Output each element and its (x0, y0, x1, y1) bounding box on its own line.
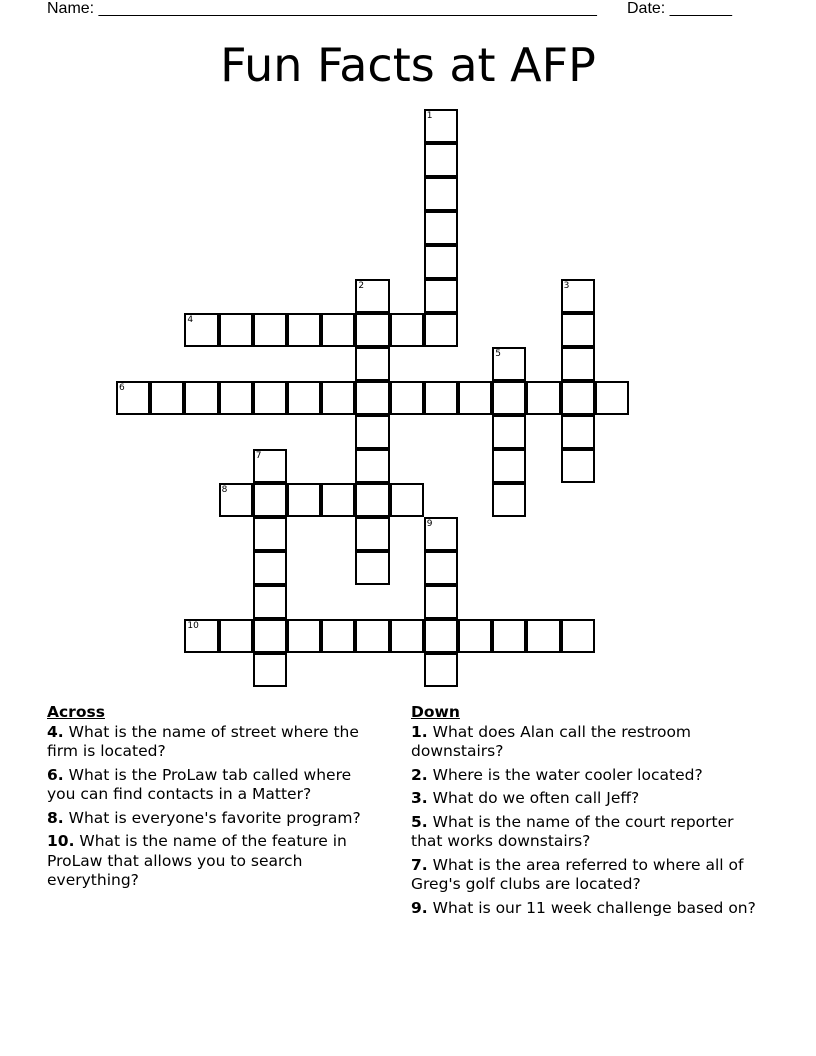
grid-cell[interactable] (219, 313, 253, 347)
clue-number-label: 2 (358, 281, 365, 291)
grid-cell[interactable] (458, 381, 492, 415)
grid-cell[interactable] (561, 313, 595, 347)
grid-cell[interactable] (355, 381, 389, 415)
down-clue (411, 813, 756, 852)
clue-number-label: 6 (119, 383, 125, 393)
grid-cell[interactable] (355, 483, 389, 517)
grid-cell[interactable] (355, 449, 389, 483)
grid-cell[interactable] (424, 619, 458, 653)
grid-cell[interactable] (253, 585, 287, 619)
clue-number: 10. (47, 832, 75, 850)
grid-cell[interactable] (424, 109, 458, 143)
clue-number: 9. (411, 898, 428, 917)
clue-number: 5. (411, 812, 428, 831)
clue-number-label: 4 (187, 315, 194, 325)
date-field[interactable]: Date: _______ (627, 0, 732, 17)
grid-cell[interactable] (253, 517, 287, 551)
clue-number-label: 10 (187, 621, 199, 631)
clue-text: What is the ProLaw tab called where you can find contacts in a Matter? (47, 765, 352, 803)
down-clue (411, 856, 756, 895)
clue-text: What does Alan call the restroom downstairs? (411, 722, 692, 760)
grid-cell[interactable] (492, 347, 526, 381)
clue-number: 7. (411, 855, 428, 874)
across-clues (47, 703, 377, 895)
grid-cell[interactable] (321, 619, 355, 653)
clue-text: What is the name of the court reporter that works downstairs? (411, 812, 734, 850)
across-clue (47, 766, 377, 805)
down-clue (411, 766, 756, 786)
clue-number-label: 7 (255, 451, 262, 461)
grid-cell[interactable] (287, 619, 321, 653)
clue-text: What is everyone's favorite program? (63, 808, 361, 827)
grid-cell[interactable] (184, 313, 218, 347)
grid-cell[interactable] (561, 415, 595, 449)
clue-number-label: 8 (221, 485, 228, 495)
name-field[interactable]: Name: ________________________________________________________ (47, 0, 597, 17)
clue-number-label: 1 (426, 111, 433, 121)
grid-cell[interactable] (492, 381, 526, 415)
grid-cell[interactable] (355, 619, 389, 653)
grid-cell[interactable] (287, 483, 321, 517)
grid-cell[interactable] (424, 585, 458, 619)
grid-cell[interactable] (253, 449, 287, 483)
clue-number: 2. (411, 765, 428, 784)
grid-cell[interactable] (390, 313, 424, 347)
clue-number-label: 3 (563, 281, 570, 291)
grid-cell[interactable] (424, 211, 458, 245)
grid-cell[interactable] (561, 279, 595, 313)
grid-cell[interactable] (253, 313, 287, 347)
grid-cell[interactable] (492, 483, 526, 517)
across-clue (47, 809, 377, 829)
clue-number-label: 5 (495, 349, 501, 359)
grid-cell[interactable] (355, 279, 389, 313)
clue-number: 3. (411, 789, 428, 807)
grid-cell[interactable] (219, 483, 253, 517)
grid-cell[interactable] (219, 619, 253, 653)
grid-cell[interactable] (219, 381, 253, 415)
grid-cell[interactable] (390, 381, 424, 415)
grid-cell[interactable] (287, 381, 321, 415)
grid-cell[interactable] (355, 313, 389, 347)
clue-text: What is our 11 week challenge based on? (427, 898, 756, 917)
clue-number: 1. (411, 722, 428, 741)
grid-cell[interactable] (492, 449, 526, 483)
grid-cell[interactable] (492, 415, 526, 449)
down-clues (411, 703, 756, 922)
clue-number: 6. (47, 765, 64, 784)
grid-cell[interactable] (355, 551, 389, 585)
grid-cell[interactable] (287, 313, 321, 347)
page-title: Fun Facts at AFP (220, 38, 596, 92)
grid-cell[interactable] (253, 381, 287, 415)
grid-cell[interactable] (390, 483, 424, 517)
clue-text: What is the area referred to where all of Greg's golf clubs are located? (411, 855, 744, 893)
grid-cell[interactable] (355, 347, 389, 381)
grid-cell[interactable] (561, 381, 595, 415)
grid-cell[interactable] (253, 483, 287, 517)
clue-text: What is the name of the feature in ProLaw that allows you to search everything? (47, 832, 347, 889)
grid-cell[interactable] (253, 619, 287, 653)
grid-cell[interactable] (355, 415, 389, 449)
grid-cell[interactable] (321, 381, 355, 415)
grid-cell[interactable] (253, 653, 287, 687)
clue-number: 4. (47, 722, 64, 741)
grid-cell[interactable] (424, 551, 458, 585)
grid-cell[interactable] (492, 619, 526, 653)
grid-cell[interactable] (526, 381, 560, 415)
across-clue (47, 723, 377, 762)
grid-cell[interactable] (526, 619, 560, 653)
clue-text: Where is the water cooler located? (427, 765, 703, 784)
grid-cell[interactable] (458, 619, 492, 653)
grid-cell[interactable] (561, 449, 595, 483)
across-clue (47, 832, 377, 891)
grid-cell[interactable] (424, 313, 458, 347)
grid-cell[interactable] (321, 313, 355, 347)
clue-number-label: 9 (426, 519, 433, 529)
down-heading: Down (411, 703, 460, 721)
grid-cell[interactable] (424, 653, 458, 687)
grid-cell[interactable] (561, 619, 595, 653)
clue-number: 8. (47, 808, 64, 827)
grid-cell[interactable] (321, 483, 355, 517)
clue-text: What do we often call Jeff? (427, 789, 640, 807)
grid-cell[interactable] (424, 279, 458, 313)
grid-cell[interactable] (184, 619, 218, 653)
clue-text: What is the name of street where the firm is located? (47, 722, 359, 760)
grid-cell[interactable] (355, 517, 389, 551)
down-clue (411, 723, 756, 762)
grid-cell[interactable] (561, 347, 595, 381)
grid-cell[interactable] (390, 619, 424, 653)
grid-cell[interactable] (184, 381, 218, 415)
across-heading: Across (47, 703, 105, 721)
grid-cell[interactable] (116, 381, 150, 415)
grid-cell[interactable] (595, 381, 629, 415)
grid-cell[interactable] (424, 143, 458, 177)
grid-cell[interactable] (424, 517, 458, 551)
grid-cell[interactable] (424, 381, 458, 415)
grid-cell[interactable] (253, 551, 287, 585)
grid-cell[interactable] (150, 381, 184, 415)
down-clue (411, 789, 756, 809)
grid-cell[interactable] (424, 245, 458, 279)
grid-cell[interactable] (424, 177, 458, 211)
down-clue (411, 899, 756, 919)
